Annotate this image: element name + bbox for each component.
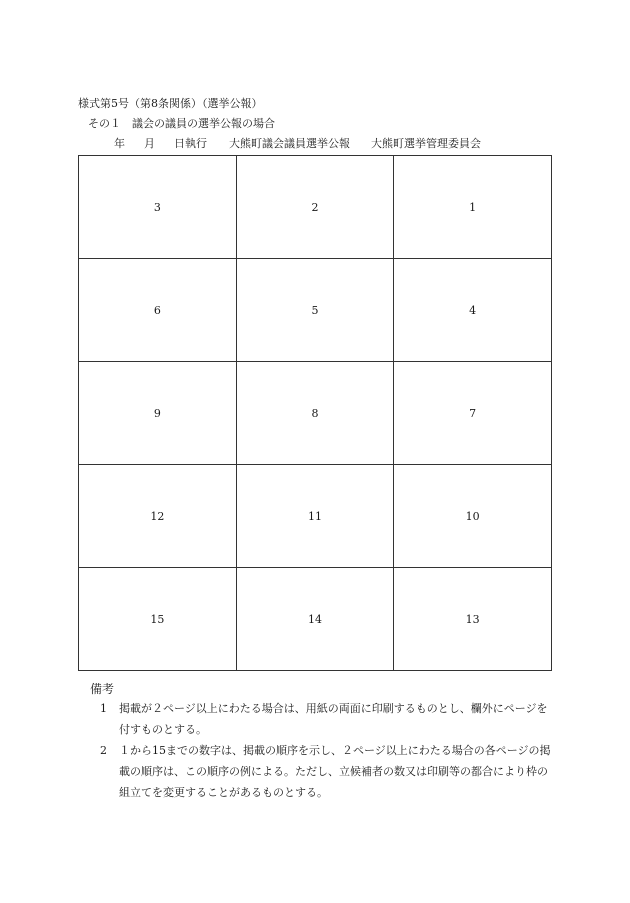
grid-cell: 8 bbox=[236, 362, 394, 465]
grid-cell: 6 bbox=[79, 259, 237, 362]
remark-item bbox=[100, 698, 555, 740]
grid-cell: 1 bbox=[394, 156, 552, 259]
grid-row bbox=[79, 568, 552, 671]
grid-row bbox=[79, 465, 552, 568]
remarks-title: 備考 bbox=[90, 682, 115, 696]
header-bulletin-name: 大熊町議会議員選挙公報 bbox=[229, 137, 350, 150]
remark-number: 1 bbox=[100, 702, 107, 715]
bulletin-layout-grid bbox=[78, 155, 552, 671]
remark-item bbox=[100, 740, 555, 803]
grid-cell: 14 bbox=[236, 568, 394, 671]
grid-row bbox=[79, 259, 552, 362]
grid-cell: 10 bbox=[394, 465, 552, 568]
grid-cell: 9 bbox=[79, 362, 237, 465]
header-month: 月 bbox=[144, 137, 155, 150]
header-year: 年 bbox=[114, 137, 125, 150]
remark-text: 掲載が２ページ以上にわたる場合は、用紙の両面に印刷するものとし、欄外にページを付すものとする。 bbox=[119, 702, 548, 736]
grid-cell: 4 bbox=[394, 259, 552, 362]
form-subtitle: その１ 議会の議員の選挙公報の場合 bbox=[88, 117, 275, 130]
grid-cell: 7 bbox=[394, 362, 552, 465]
grid-row bbox=[79, 362, 552, 465]
grid-cell: 12 bbox=[79, 465, 237, 568]
grid-cell: 2 bbox=[236, 156, 394, 259]
remark-number: 2 bbox=[100, 744, 107, 757]
header-committee-name: 大熊町選挙管理委員会 bbox=[371, 137, 481, 150]
grid-cell: 11 bbox=[236, 465, 394, 568]
grid-cell: 15 bbox=[79, 568, 237, 671]
grid-cell: 3 bbox=[79, 156, 237, 259]
remark-text: １から15までの数字は、掲載の順序を示し、２ページ以上にわたる場合の各ページの掲載の順序は、この順序の例による。ただし、立候補者の数又は印刷等の都合により枠の組立てを変更することがあるものとする。 bbox=[119, 744, 551, 799]
grid-cell: 13 bbox=[394, 568, 552, 671]
grid-row bbox=[79, 156, 552, 259]
form-title: 様式第5号（第8条関係）（選挙公報） bbox=[78, 97, 263, 110]
grid-cell: 5 bbox=[236, 259, 394, 362]
header-day-execution: 日執行 bbox=[174, 137, 207, 150]
